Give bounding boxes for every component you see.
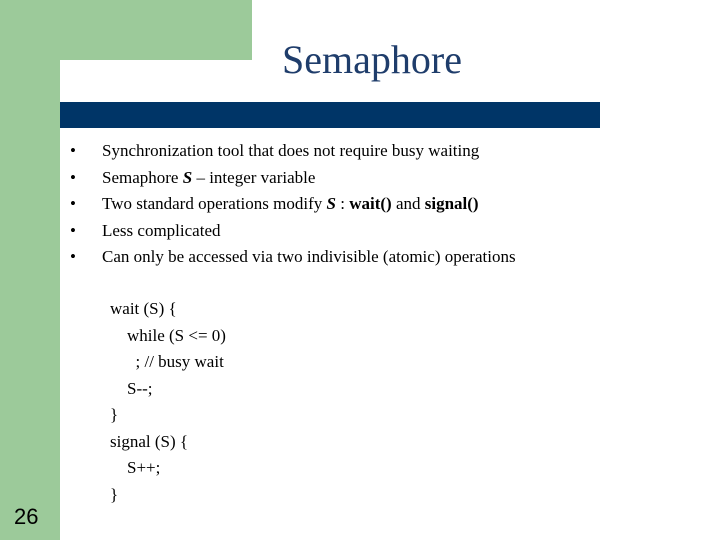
bullet-text-part: S [182,167,193,187]
bullet-item [70,138,516,165]
bullet-text-part: – integer variable [192,167,316,187]
code-line: S--; [110,378,153,398]
bullet-item [70,244,516,271]
code-line: while (S <= 0) [110,325,226,345]
bullet-text-part: Semaphore [102,167,183,187]
bullet-text-part: Less complicated [102,220,221,240]
bullet-text-part: Two standard operations modify [102,194,327,213]
bullet-text-part: signal() [424,194,479,213]
code-line: ; // busy wait [110,352,224,371]
bullet-item [70,218,516,245]
corner-curve [60,60,100,100]
bullet-item [70,165,516,192]
code-line: } [110,484,119,504]
bullet-text-part: wait() [349,194,392,213]
code-block [110,296,226,508]
bullet-text-part: S [326,194,336,213]
bullet-text-part: Can only be accessed via two indivisible (atomic) operations [102,247,516,266]
bullet-item [70,191,516,218]
title-underline-bar [60,102,600,128]
slide-title: Semaphore [282,37,462,82]
bullet-text-part: : [335,194,350,213]
slide-number: 26 [14,504,39,529]
code-line: } [110,405,119,424]
left-accent-bar [0,0,60,540]
bullet-text-part: Synchronization tool that does not require busy waiting [102,141,480,160]
code-line: signal (S) { [110,431,189,451]
code-line: S++; [110,458,161,477]
bullet-text-part: and [391,194,425,213]
top-accent-block [0,0,252,60]
code-line: wait (S) { [110,299,177,318]
bullet-list [70,138,516,271]
